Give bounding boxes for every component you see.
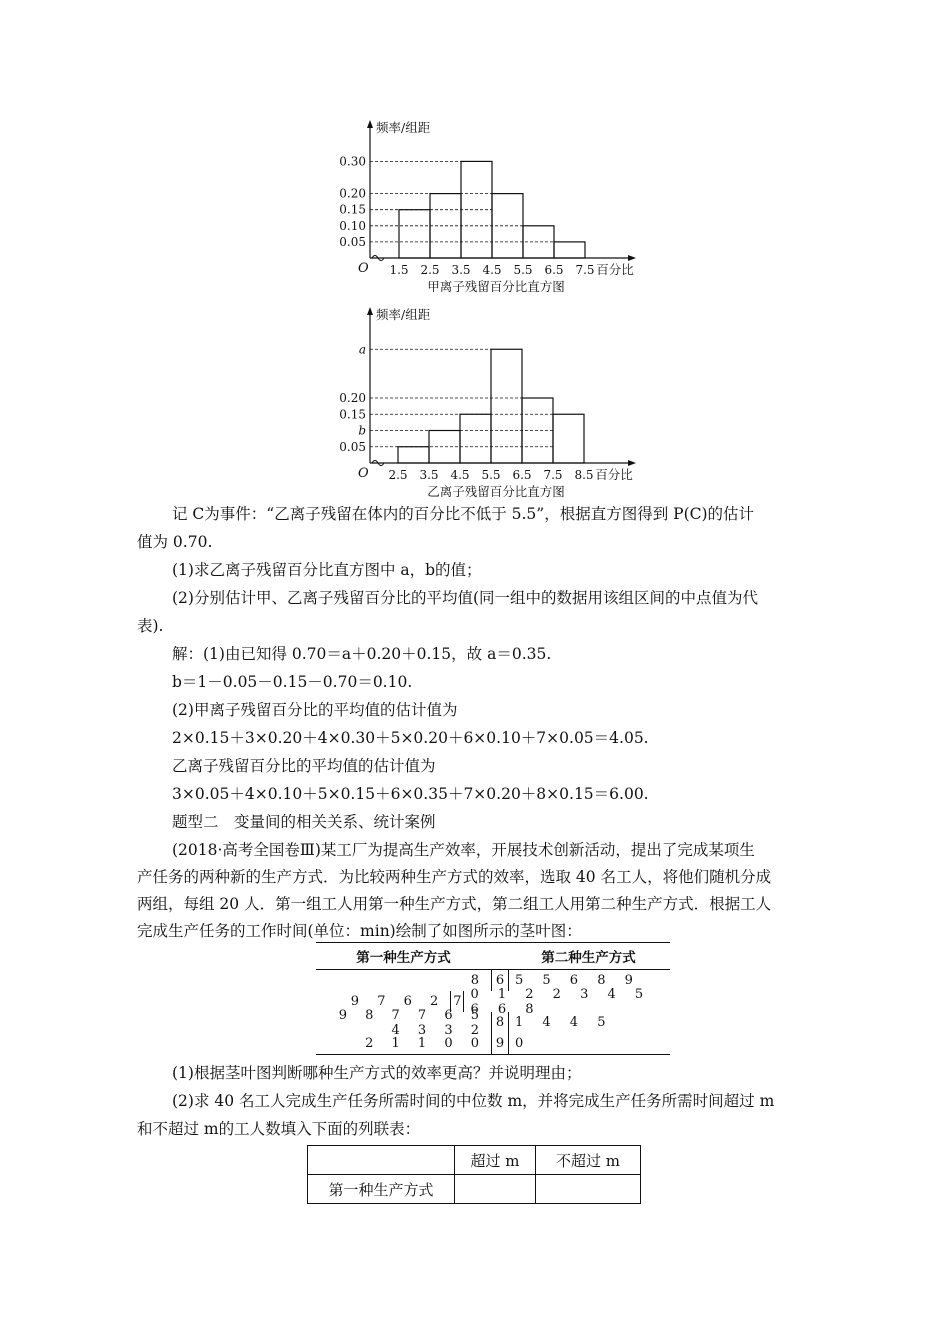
x-tick-label: 6.5 — [544, 263, 564, 277]
left-leaves: 8 — [470, 973, 486, 988]
y-axis-label: 频率/组距 — [376, 120, 431, 135]
table-cell[interactable] — [536, 1175, 641, 1204]
y-tick-label: a — [358, 342, 366, 357]
problem-line-3: 两组，每组 20 人．第一组工人用第一种生产方式，第二组工人用第二种生产方式．根据工人 — [137, 895, 772, 913]
left-leaves: 9 8 7 7 6 5 4 3 3 2 — [338, 1007, 486, 1038]
stem-value: 9 — [491, 1033, 509, 1054]
problem-line-4: 完成生产任务的工作时间(单位：min)绘制了如图所示的茎叶图： — [137, 922, 582, 940]
section-heading: 题型二 变量间的相关关系、统计案例 — [172, 813, 436, 831]
histogram-bar — [398, 447, 429, 463]
chart-yi — [0, 305, 950, 505]
histogram-bar — [491, 349, 522, 463]
chart-title: 乙离子残留百分比直方图 — [427, 484, 565, 499]
x-tick-label: 1.5 — [389, 263, 409, 277]
solution-line-5: 乙离子残留百分比的平均值的估计值为 — [172, 757, 436, 775]
chart-jia — [0, 0, 950, 310]
left-leaves: 2 1 1 0 0 — [365, 1036, 486, 1051]
y-tick-label: 0.15 — [339, 202, 366, 217]
solution-line-4: 2×0.15＋3×0.20＋4×0.30＋5×0.20＋6×0.10＋7×0.05＝4.05. — [172, 729, 649, 747]
text-line-2: 值为 0.70. — [137, 533, 213, 551]
stem-row — [316, 1033, 670, 1055]
y-tick-label: 0.20 — [339, 391, 366, 405]
origin-label: O — [358, 261, 369, 276]
right-header: 第二种生产方式 — [541, 950, 636, 966]
y-tick-label: 0.15 — [339, 407, 366, 422]
y-tick-label: 0.10 — [339, 218, 366, 233]
x-tick-label: 5.5 — [481, 468, 501, 482]
text-line-1: 记 C为事件：“乙离子残留在体内的百分比不低于 5.5”，根据直方图得到 P(C)的估计 — [172, 505, 755, 523]
y-tick-label: 0.20 — [339, 186, 366, 201]
x-axis-label: 百分比 — [595, 467, 633, 482]
x-tick-label: 8.5 — [574, 468, 594, 482]
y-tick-label: b — [358, 423, 366, 438]
x-tick-label: 4.5 — [482, 263, 502, 277]
solution-line-3: (2)甲离子残留百分比的平均值的估计值为 — [172, 701, 458, 719]
histogram-bar — [554, 242, 585, 258]
x-axis-arrow — [628, 255, 636, 261]
solution-line-6: 3×0.05＋4×0.10＋5×0.15＋6×0.35＋7×0.20＋8×0.15＝6.00. — [172, 785, 649, 803]
right-leaves: 0 1 2 2 3 4 5 6 6 8 — [470, 986, 651, 1017]
chart-title: 甲离子残留百分比直方图 — [427, 279, 565, 294]
left-header: 第一种生产方式 — [356, 950, 451, 966]
left-leaves: 9 7 6 2 — [350, 994, 446, 1009]
y-axis-arrow — [367, 120, 373, 128]
stem-value: 7 — [450, 991, 464, 1012]
question-line-2: (2)求 40 名工人完成生产任务所需时间的中位数 m，并将完成生产任务所需时间超过 m — [172, 1092, 775, 1110]
y-tick-label: 0.05 — [339, 439, 366, 454]
solution-line-2: b＝1－0.05－0.15－0.70＝0.10. — [172, 673, 413, 691]
question-line-3: 和不超过 m的工人数填入下面的列联表： — [137, 1120, 421, 1138]
x-tick-label: 3.5 — [419, 468, 439, 482]
x-tick-label: 2.5 — [420, 263, 440, 277]
x-tick-label: 5.5 — [513, 263, 533, 277]
problem-line-2: 产任务的两种新的生产方式．为比较两种生产方式的效率，选取 40 名工人，将他们随机分成 — [137, 868, 772, 886]
y-tick-label: 0.30 — [339, 154, 366, 169]
y-tick-label: 0.05 — [339, 234, 366, 249]
x-tick-label: 7.5 — [543, 468, 563, 482]
table-cell — [308, 1146, 455, 1175]
table-row-header: 第一种生产方式 — [308, 1175, 455, 1204]
stem-leaf-header — [316, 942, 670, 970]
problem-line-1: (2018·高考全国卷Ⅲ)某工厂为提高生产效率，开展技术创新活动，提出了完成某项生 — [172, 841, 755, 859]
x-tick-label: 7.5 — [575, 263, 595, 277]
x-tick-label: 4.5 — [450, 468, 470, 482]
histogram-bar — [399, 210, 430, 258]
right-leaves: 0 — [515, 1036, 531, 1051]
x-tick-label: 6.5 — [512, 468, 532, 482]
solution-line-1: 解：(1)由已知得 0.70＝a＋0.20＋0.15，故 a＝0.35. — [172, 645, 552, 663]
right-leaves: 1 4 4 5 — [515, 1015, 613, 1030]
table-row — [308, 1175, 641, 1204]
origin-label: O — [358, 466, 369, 481]
table-cell[interactable] — [455, 1175, 536, 1204]
y-axis-arrow — [367, 307, 373, 315]
histogram-bar — [553, 414, 584, 463]
text-line-4: (2)分别估计甲、乙离子残留百分比的平均值(同一组中的数据用该组区间的中点值为代 — [172, 589, 759, 607]
y-axis-label: 频率/组距 — [376, 307, 431, 322]
histogram-bar — [460, 414, 491, 463]
stem-value: 6 — [491, 970, 509, 991]
stem-value: 8 — [491, 1012, 509, 1033]
x-tick-label: 3.5 — [451, 263, 471, 277]
table-header-cell: 不超过 m — [536, 1146, 641, 1175]
right-leaves: 5 5 6 8 9 — [515, 973, 641, 988]
text-line-3: (1)求乙离子残留百分比直方图中 a，b的值； — [172, 561, 482, 579]
x-axis-arrow — [628, 460, 636, 466]
x-tick-label: 2.5 — [388, 468, 408, 482]
stem-leaf-plot — [316, 942, 670, 1055]
text-line-5: 表). — [137, 617, 164, 635]
table-row — [308, 1146, 641, 1175]
question-line-1: (1)根据茎叶图判断哪种生产方式的效率更高？并说明理由； — [172, 1064, 582, 1082]
x-axis-label: 百分比 — [596, 262, 634, 277]
table-header-cell: 超过 m — [455, 1146, 536, 1175]
contingency-table — [307, 1145, 641, 1204]
